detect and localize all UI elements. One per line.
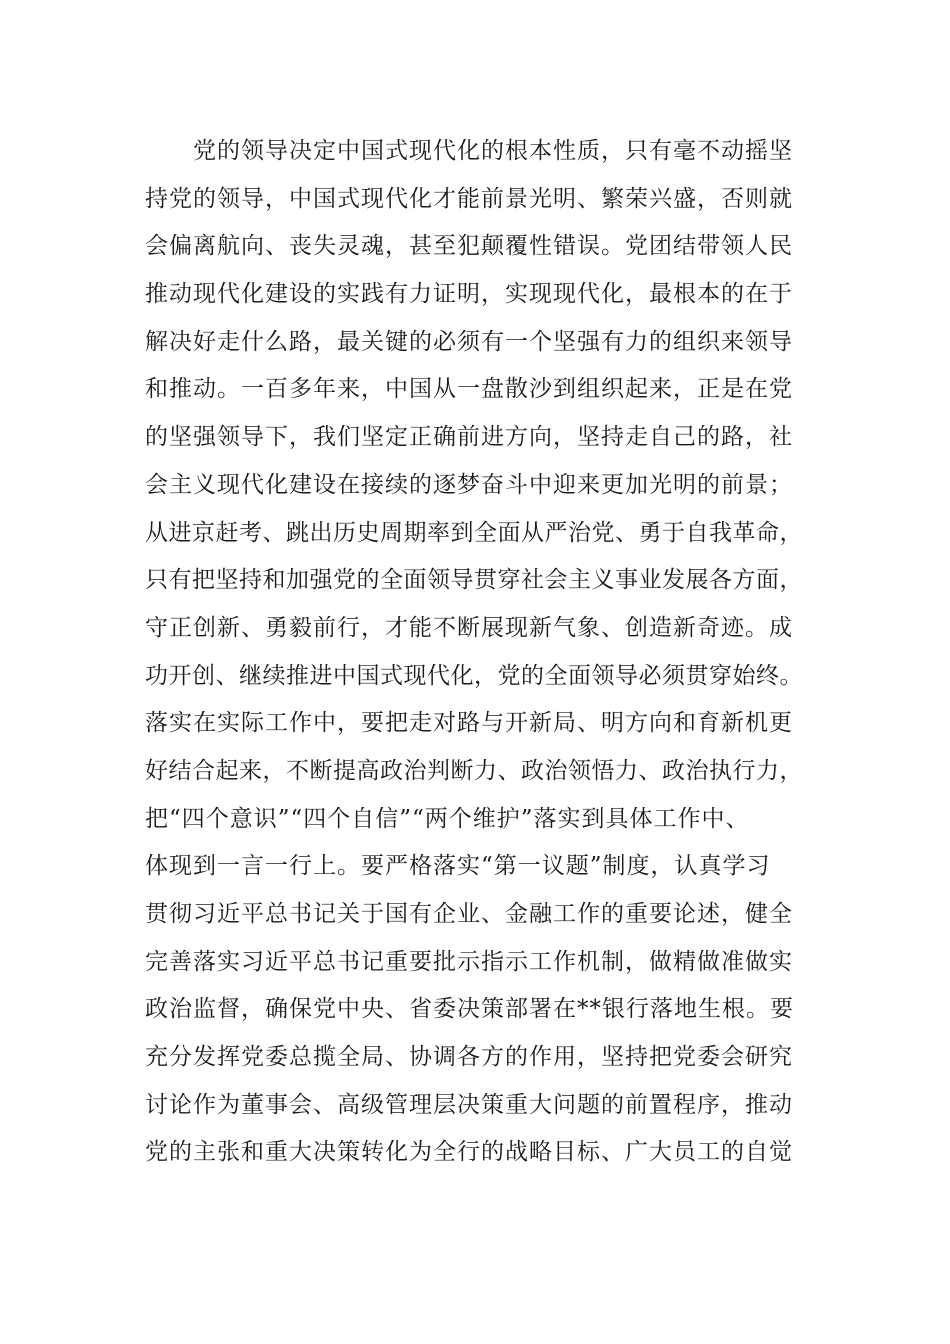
text-line: 功开创、继续推进中国式现代化，党的全面领导必须贯穿始终。 — [145, 662, 803, 689]
body-paragraph — [145, 128, 805, 1177]
text-line: 只有把坚持和加强党的全面领导贯穿社会主义事业发展各方面， — [145, 567, 803, 594]
text-line: 党的主张和重大决策转化为全行的战略目标、广大员工的自觉 — [145, 1139, 793, 1166]
text-line: 完善落实习近平总书记重要批示指示工作机制，做精做准做实 — [145, 948, 793, 975]
text-line: 体现到一言一行上。要严格落实“第一议题”制度，认真学习 — [145, 853, 771, 880]
text-line: 推动现代化建设的实践有力证明，实现现代化，最根本的在于 — [145, 281, 793, 308]
text-line: 充分发挥党委总揽全局、协调各方的作用，坚持把党委会研究 — [145, 1044, 793, 1071]
text-line: 党的领导决定中国式现代化的根本性质，只有毫不动摇坚 — [193, 138, 793, 164]
text-line: 的坚强领导下，我们坚定正确前进方向，坚持走自己的路，社 — [145, 424, 793, 451]
text-line: 落实在实际工作中，要把走对路与开新局、明方向和育新机更 — [145, 710, 793, 737]
text-line: 讨论作为董事会、高级管理层决策重大问题的前置程序，推动 — [145, 1091, 793, 1118]
text-line: 从进京赶考、跳出历史周期率到全面从严治党、勇于自我革命， — [145, 519, 803, 546]
text-line: 贯彻习近平总书记关于国有企业、金融工作的重要论述，健全 — [145, 901, 793, 927]
text-line: 政治监督，确保党中央、省委决策部署在**银行落地生根。要 — [145, 996, 794, 1023]
text-line: 好结合起来，不断提高政治判断力、政治领悟力、政治执行力， — [145, 757, 803, 784]
text-line: 把“四个意识”“四个自信”“两个维护”落实到具体工作中、 — [145, 805, 750, 832]
text-line: 和推动。一百多年来，中国从一盘散沙到组织起来，正是在党 — [145, 376, 793, 403]
text-line: 守正创新、勇毅前行，才能不断展现新气象、创造新奇迹。成 — [145, 614, 793, 641]
text-line: 持党的领导，中国式现代化才能前景光明、繁荣兴盛，否则就 — [145, 185, 793, 212]
text-line: 会主义现代化建设在接续的逐梦奋斗中迎来更加光明的前景； — [145, 471, 793, 498]
text-line: 会偏离航向、丧失灵魂，甚至犯颠覆性错误。党团结带领人民 — [145, 233, 793, 260]
text-line: 解决好走什么路，最关键的必须有一个坚强有力的组织来领导 — [145, 328, 793, 355]
